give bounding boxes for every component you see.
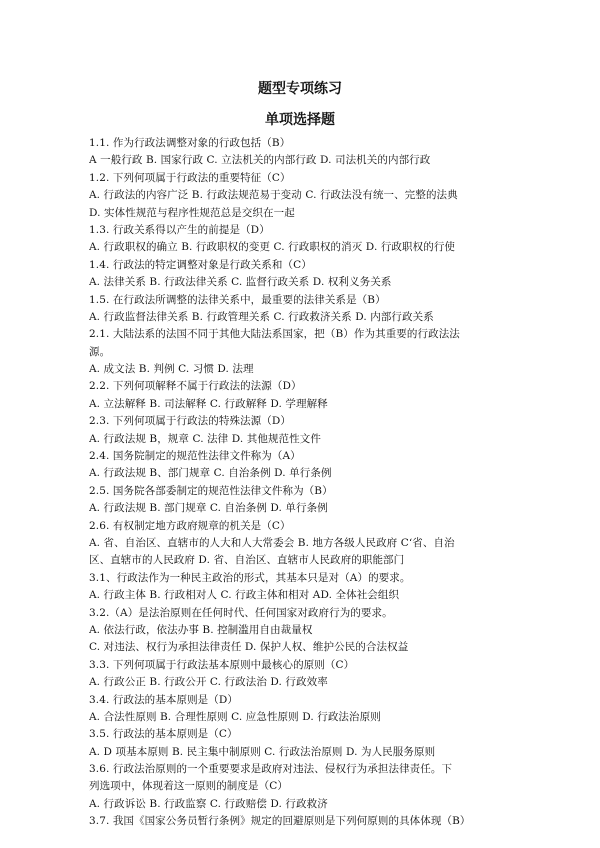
text-line: 3.2.（A）是法治原则在任何时代、任何国家对政府行为的要求。 xyxy=(89,606,393,619)
text-line: A. 合法性原则 B. 合理性原则 C. 应急性原则 D. 行政法治原则 xyxy=(89,710,381,723)
text-line: 3.3. 下列何项属于行政法基本原则中最核心的原则（C） xyxy=(89,658,355,671)
text-line: 3.1、行政法作为一种民主政治的形式，其基本只是对（A）的要求。 xyxy=(89,571,411,584)
text-line: 列选项中，体现着这一原则的制度是（C） xyxy=(89,780,288,793)
text-line: A. 立法解释 B. 司法解释 C. 行政解释 D. 学理解释 xyxy=(89,397,328,410)
text-line: 1.2. 下列何项属于行政法的重要特征（C） xyxy=(89,171,291,184)
text-line: A. 法律关系 B. 行政法律关系 C. 监督行政关系 D. 权利义务关系 xyxy=(89,276,392,289)
text-line: 3.7. 我国《国家公务员暂行条例》规定的回避原则是下列何原则的具体体现（B） xyxy=(89,815,471,828)
text-line: A. 行政法规 B、部门规章 C. 自治条例 D. 单行条例 xyxy=(89,467,332,480)
text-line: A. 行政监督法律关系 B. 行政管理关系 C. 行政救济关系 D. 内部行政关系 xyxy=(89,310,434,323)
text-line: 3.4. 行政法的基本原则是（D） xyxy=(89,693,238,706)
text-line: 2.2. 下列何项解释不属于行政法的法源（D） xyxy=(89,380,302,393)
question-list xyxy=(89,135,513,831)
text-line: 1.5. 在行政法所调整的法律关系中，最重要的法律关系是（B） xyxy=(89,293,386,306)
text-line: 2.5. 国务院各部委制定的规范性法律文件称为（B） xyxy=(89,484,333,497)
text-line: A. 依法行政，依法办事 B. 控制滥用自由裁量权 xyxy=(89,623,313,636)
text-line: 1.4. 行政法的特定调整对象是行政关系和（C） xyxy=(89,258,312,271)
text-line: A. 成文法 B. 判例 C. 习惯 D. 法理 xyxy=(89,363,254,376)
text-line: 1.3. 行政关系得以产生的前提是（D） xyxy=(89,223,270,236)
text-line: A. 省、自治区、直辖市的人大和人大常委会 B. 地方各级人民政府 C‘省、自治 xyxy=(89,536,455,549)
text-line: A. 行政法规 B. 部门规章 C. 自治条例 D. 单行条例 xyxy=(89,502,328,515)
text-line: A. 行政职权的确立 B. 行政职权的变更 C. 行政职权的消灭 D. 行政职权的行使 xyxy=(89,241,456,254)
document-title: 题型专项练习 xyxy=(258,81,342,97)
text-line: A. 行政法规 B，规章 C. 法律 D. 其他规范性文件 xyxy=(89,432,321,445)
text-line: A. 行政主体 B. 行政相对人 C. 行政主体和相对 AD. 全体社会组织 xyxy=(89,589,400,602)
text-line: A. 行政诉讼 B. 行政监察 C. 行政赔偿 D. 行政救济 xyxy=(89,797,328,810)
text-line: C. 对违法、权行为承担法律责任 D. 保护人权、维护公民的合法权益 xyxy=(89,641,409,654)
text-line: 3.6. 行政法治原则的一个重要要求是政府对违法、侵权行为承担法律责任。下 xyxy=(89,763,453,776)
text-line: 源。 xyxy=(89,345,111,358)
text-line: 2.3. 下列何项属于行政法的特殊法源（D） xyxy=(89,415,291,428)
text-line: 2.4. 国务院制定的规范性法律文件称为（A） xyxy=(89,450,301,463)
text-line: 区、直辖市的人民政府 D. 省、自治区、直辖市人民政府的职能部门 xyxy=(89,554,405,567)
text-line: 2.6. 有权制定地方政府规章的机关是（C） xyxy=(89,519,291,532)
text-line: A. 行政法的内容广泛 B. 行政法规范易于变动 C. 行政法没有统一、完整的法典 xyxy=(89,189,458,202)
text-line: 3.5. 行政法的基本原则是（C） xyxy=(89,728,238,741)
section-title: 单项选择题 xyxy=(265,112,335,128)
text-line: A 一般行政 B. 国家行政 C. 立法机关的内部行政 D. 司法机关的内部行政 xyxy=(89,154,431,167)
text-line: A. 行政公正 B. 行政公开 C. 行政法治 D. 行政效率 xyxy=(89,676,328,689)
text-line: D. 实体性规范与程序性规范总是交织在一起 xyxy=(89,206,295,219)
text-line: 1.1. 作为行政法调整对象的行政包括（B） xyxy=(89,137,291,149)
text-line: A. D 项基本原则 B. 民主集中制原则 C. 行政法治原则 D. 为人民服务原则 xyxy=(89,745,436,758)
text-line: 2.1. 大陆法系的法国不同于其他大陆法系国家，把（B）作为其重要的行政法法 xyxy=(89,328,460,341)
